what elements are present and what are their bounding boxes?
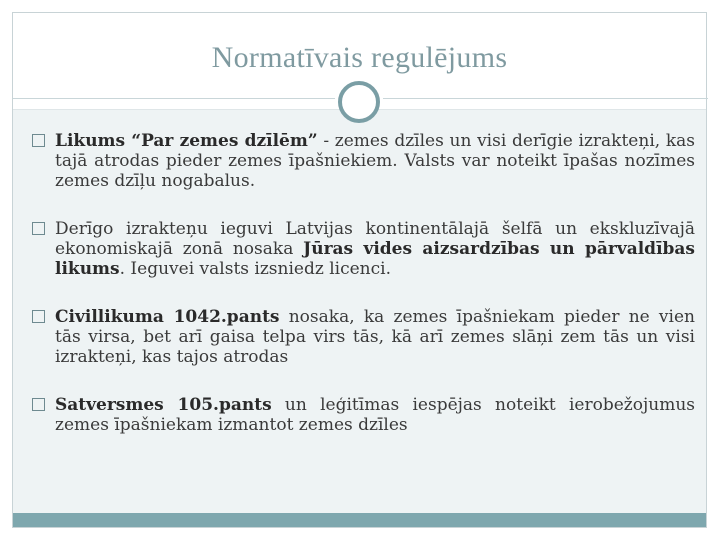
bullet-text: un leģitīmas iespējas noteikt ierobežojumus zemes īpašniekam izmantot zemes dzīles xyxy=(55,395,695,435)
square-bullet-icon xyxy=(32,134,45,147)
slide-title: Normatīvais regulējums xyxy=(211,41,508,74)
circle-ornament-icon xyxy=(338,81,380,123)
bullet-bold: Jūras vides aizsardzības un pārvaldības likums xyxy=(55,239,696,279)
bullet-bold: Civillikuma 1042.pants xyxy=(55,307,280,327)
square-bullet-icon xyxy=(32,310,45,323)
slide xyxy=(12,12,707,528)
bullet-text: - zemes dzīles un visi derīgie izrakteņi, kas tajā atrodas pieder zemes īpašniekiem. Valsts var noteikt īpašas nozīmes zemes dzīļu nogabalus. xyxy=(55,131,695,191)
bullet-text: nosaka, ka zemes īpašniekam pieder ne vien tās virsa, bet arī gaisa telpa virs tās, kā arī zemes slāņi zem tās un visi izrakteņi, kas tajos atrodas xyxy=(55,307,695,367)
bullet-text-pre: Derīgo izrakteņu ieguvi Latvijas kontinentālajā šelfā un ekskluzīvajā ekonomiskajā zonā nosaka xyxy=(55,219,695,259)
bullet-bold: Likums “Par zemes dzīlēm” xyxy=(55,131,318,151)
bullet-list xyxy=(25,131,695,463)
title-divider-left xyxy=(13,98,335,99)
bullet-item xyxy=(25,307,695,367)
bullet-item xyxy=(25,219,695,279)
bullet-text: . Ieguvei valsts izsniedz licenci. xyxy=(119,259,391,279)
square-bullet-icon xyxy=(32,222,45,235)
bullet-item xyxy=(25,395,695,435)
square-bullet-icon xyxy=(32,398,45,411)
bullet-item xyxy=(25,131,695,191)
title-divider-right xyxy=(383,98,708,99)
footer-bar xyxy=(13,513,706,527)
bullet-bold: Satversmes 105.pants xyxy=(55,395,272,415)
